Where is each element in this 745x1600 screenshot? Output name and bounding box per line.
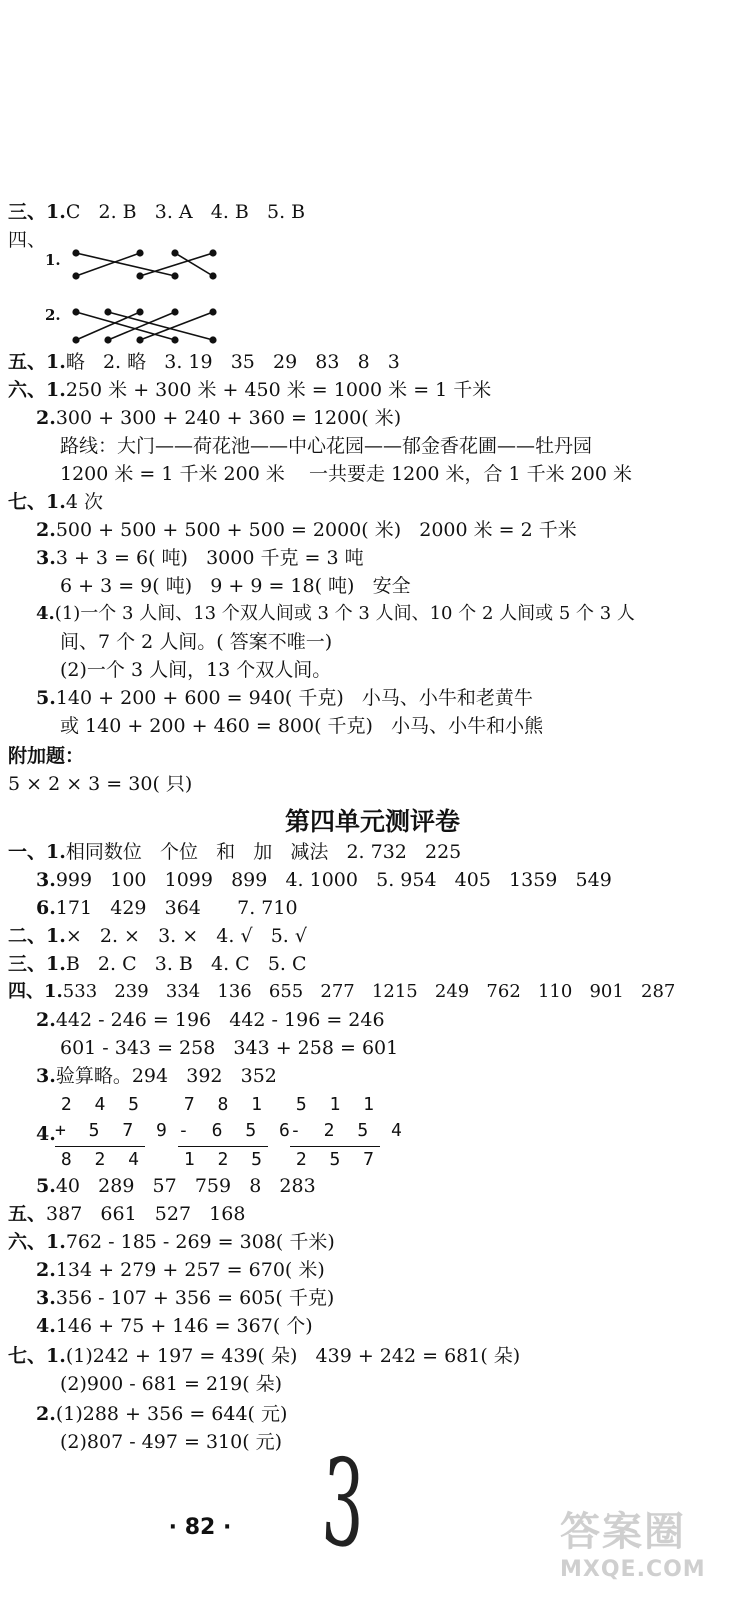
answer-line	[36, 868, 612, 892]
answer-text: B 2. C 3. B 4. C 5. C	[65, 953, 307, 975]
answer-line	[8, 1202, 245, 1226]
answer-line	[60, 1430, 282, 1454]
answer-line	[8, 350, 400, 374]
question-label: 2.	[36, 1009, 56, 1031]
question-label: 二、1.	[8, 925, 66, 947]
question-label: 3.	[36, 547, 56, 569]
question-label: 4.	[36, 1123, 56, 1145]
answer-text: 6 + 3 = 9( 吨) 9 + 9 = 18( 吨) 安全	[60, 575, 411, 597]
answer-text: (1)一个 3 人间、13 个双人间或 3 个 3 人间、10 个 2 人间或 5 个 3 人	[54, 603, 635, 624]
match-dot	[73, 273, 79, 279]
answer-line	[60, 1036, 398, 1060]
answer-text: 134 + 279 + 257 = 670( 米)	[55, 1259, 325, 1281]
answer-line	[36, 518, 577, 542]
answer-line	[8, 980, 675, 1004]
question-label: 5.	[36, 687, 56, 709]
answer-line	[60, 630, 332, 654]
answer-line	[8, 1344, 520, 1368]
matching-line	[175, 253, 213, 276]
answer-text: (1)242 + 197 = 439( 朵) 439 + 242 = 681( 朵)	[65, 1345, 521, 1367]
question-label: 2.	[36, 1403, 56, 1425]
matching-line	[76, 253, 175, 276]
match-dot	[210, 273, 216, 279]
answer-text: 601 - 343 = 258 343 + 258 = 601	[60, 1037, 399, 1059]
question-label: 五、1.	[8, 351, 66, 373]
question-label: 六、1.	[8, 1231, 66, 1253]
matching-line	[140, 312, 213, 340]
answer-line	[36, 1258, 325, 1282]
answer-text: 356 - 107 + 356 = 605( 千克)	[55, 1287, 335, 1309]
calc-result: 8 2 4	[60, 1149, 145, 1170]
answer-line	[60, 434, 592, 458]
answer-text: 500 + 500 + 500 + 500 = 2000( 米) 2000 米 = 2 千米	[55, 519, 577, 541]
watermark-title: 答案圈	[560, 1509, 686, 1555]
match-dot	[105, 309, 111, 315]
answer-line	[8, 378, 491, 402]
answer-text: 250 米 + 300 米 + 450 米 = 1000 米 = 1 千米	[65, 379, 492, 401]
match-dot	[172, 337, 178, 343]
matching-line	[140, 253, 213, 276]
handwritten-mark: 3	[319, 1432, 367, 1577]
match-dot	[172, 309, 178, 315]
matching-lines-diagram	[0, 0, 745, 360]
match-dot	[73, 337, 79, 343]
answer-text: 4 次	[65, 491, 103, 513]
calc-top-number: 2 4 5	[60, 1094, 145, 1115]
section-title: 第四单元测评卷	[284, 807, 460, 836]
calc-top-number: 5 1 1	[295, 1094, 380, 1115]
answer-text: (2)一个 3 人间，13 个双人间。	[60, 659, 332, 681]
match-dot	[137, 250, 143, 256]
match-dot	[210, 337, 216, 343]
question-label: 三、1.	[8, 201, 66, 223]
match-dot	[210, 250, 216, 256]
answer-text: 762 - 185 - 269 = 308( 千米)	[65, 1231, 335, 1253]
answer-line	[8, 924, 307, 948]
answer-line	[36, 686, 533, 710]
calc-operand: - 6 5 6	[178, 1120, 296, 1141]
extra-question-label: 附加题：	[8, 745, 85, 767]
answer-text: 间、7 个 2 人间。( 答案不唯一)	[60, 631, 333, 653]
answer-text: 300 + 300 + 240 + 360 = 1200( 米)	[55, 407, 402, 429]
calc-result: 2 5 7	[295, 1149, 380, 1170]
match-dot	[105, 337, 111, 343]
answer-text: 或 140 + 200 + 460 = 800( 千克) 小马、小牛和小熊	[60, 715, 544, 737]
answer-text: 146 + 75 + 146 = 367( 个)	[55, 1315, 313, 1337]
answer-text: 387 661 527 168	[46, 1203, 246, 1225]
answer-line	[36, 1314, 313, 1338]
question-label: 五、	[8, 1203, 47, 1225]
answer-line	[36, 406, 401, 430]
question-label: 三、1.	[8, 953, 66, 975]
calc-operand: - 2 5 4	[290, 1120, 408, 1141]
answer-line	[36, 1286, 334, 1310]
answer-line	[60, 714, 543, 738]
match-dot	[137, 309, 143, 315]
answer-text: 533 239 334 136 655 277 1215 249 762 110 901 287	[62, 981, 676, 1002]
answer-text: C 2. B 3. A 4. B 5. B	[65, 201, 306, 223]
match-dot	[73, 309, 79, 315]
question-label: 5.	[36, 1175, 56, 1197]
answer-text: 验算略。294 392 352	[55, 1065, 277, 1087]
answer-line	[8, 1230, 335, 1254]
answer-text: (2)807 - 497 = 310( 元)	[60, 1431, 283, 1453]
matching-line	[108, 312, 175, 340]
match-dot	[172, 273, 178, 279]
question-label: 七、1.	[8, 1345, 66, 1367]
question-label: 4.	[36, 1315, 56, 1337]
answer-line	[36, 546, 364, 570]
answer-line	[60, 1372, 282, 1396]
answer-text: (2)900 - 681 = 219( 朵)	[60, 1373, 283, 1395]
answer-line	[8, 840, 461, 864]
vertical-calculation	[178, 1092, 296, 1173]
question-label: 七、1.	[8, 491, 66, 513]
answer-line	[8, 490, 103, 514]
answer-text: × 2. × 3. × 4. √ 5. √	[65, 925, 307, 947]
sub-question-label: 1.	[45, 251, 61, 269]
answer-text: 相同数位 个位 和 加 减法 2. 732 225	[65, 841, 462, 863]
match-dot	[73, 250, 79, 256]
page-number: · 82 ·	[168, 1515, 232, 1540]
question-label: 3.	[36, 1287, 56, 1309]
question-label: 3.	[36, 869, 56, 891]
answer-text: 略 2. 略 3. 19 35 29 83 8 3	[65, 351, 400, 373]
question-label: 3.	[36, 1065, 56, 1087]
question-label: 四、1.	[8, 981, 63, 1002]
answer-text: 999 100 1099 899 4. 1000 5. 954 405 1359 549	[55, 869, 612, 891]
answer-line	[36, 1174, 316, 1198]
calc-operand: + 5 7 9	[55, 1120, 173, 1141]
calc-top-number: 7 8 1	[183, 1094, 268, 1115]
calc-result: 1 2 5	[183, 1149, 268, 1170]
question-label: 6.	[36, 897, 56, 919]
answer-text: 路线：大门——荷花池——中心花园——郁金香花圃——牡丹园	[60, 435, 593, 457]
answer-text: 442 - 246 = 196 442 - 196 = 246	[55, 1009, 385, 1031]
vertical-calculation	[55, 1092, 173, 1173]
answer-line	[36, 1402, 287, 1426]
answer-line	[36, 602, 635, 626]
vertical-calculation	[290, 1092, 408, 1173]
matching-line	[76, 312, 140, 340]
answer-line	[60, 462, 632, 486]
question-label: 2.	[36, 519, 56, 541]
extra-question-answer: 5 × 2 × 3 = 30( 只)	[8, 773, 193, 795]
answer-text: 40 289 57 759 8 283	[55, 1175, 316, 1197]
match-dot	[172, 250, 178, 256]
sub-question-label: 2.	[45, 306, 61, 324]
matching-line	[76, 253, 140, 276]
question-label: 一、1.	[8, 841, 66, 863]
answer-text: 171 429 364 7. 710	[55, 897, 298, 919]
match-dot	[210, 309, 216, 315]
answer-text: 1200 米 = 1 千米 200 米 一共要走 1200 米，合 1 千米 200 米	[60, 463, 632, 485]
question-label: 四、	[8, 229, 47, 251]
answer-line	[36, 896, 298, 920]
question-label: 2.	[36, 1259, 56, 1281]
question-label: 六、1.	[8, 379, 66, 401]
answer-text: 140 + 200 + 600 = 940( 千克) 小马、小牛和老黄牛	[55, 687, 533, 709]
answer-line	[8, 952, 307, 976]
answer-text: (1)288 + 356 = 644( 元)	[55, 1403, 288, 1425]
watermark-logo	[560, 1500, 740, 1595]
answer-line	[60, 574, 411, 598]
question-label: 2.	[36, 407, 56, 429]
match-dot	[137, 273, 143, 279]
answer-line	[36, 1008, 385, 1032]
answer-text: 3 + 3 = 6( 吨) 3000 千克 = 3 吨	[55, 547, 364, 569]
answer-line	[60, 658, 331, 682]
question-label: 4.	[36, 603, 55, 624]
answer-line	[36, 1064, 277, 1088]
watermark-url: MXQE.COM	[560, 1557, 706, 1582]
match-dot	[137, 337, 143, 343]
